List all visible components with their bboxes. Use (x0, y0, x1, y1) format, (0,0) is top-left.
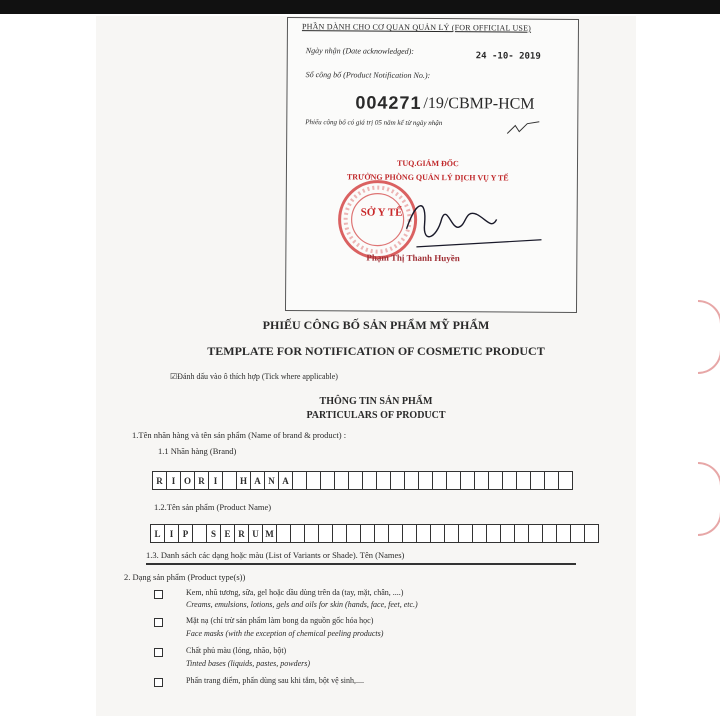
initial-signature (505, 120, 541, 138)
character-box[interactable] (192, 524, 206, 543)
type-2-en: Face masks (with the exception of chemical peeling products) (186, 629, 384, 638)
checkbox-creams[interactable] (154, 590, 163, 599)
character-box[interactable] (290, 524, 304, 543)
edge-seal-fragment-bottom (698, 462, 720, 536)
checkbox-makeup-powders[interactable] (154, 678, 163, 687)
character-box[interactable] (544, 471, 558, 490)
character-box[interactable]: I (164, 524, 178, 543)
edge-seal-fragment-top (698, 300, 720, 374)
official-use-box (285, 17, 579, 313)
handwritten-signature (396, 189, 546, 260)
notification-number: 004271 (355, 92, 422, 113)
character-box[interactable] (332, 524, 346, 543)
character-box[interactable] (502, 471, 516, 490)
type-3-vi: Chất phủ màu (lỏng, nhão, bột) (186, 646, 287, 655)
checkbox-tinted-bases[interactable] (154, 648, 163, 657)
character-box[interactable] (500, 524, 514, 543)
document-page (96, 16, 636, 716)
character-box[interactable] (530, 471, 544, 490)
character-box[interactable] (276, 524, 290, 543)
character-box[interactable] (390, 471, 404, 490)
character-box[interactable] (404, 471, 418, 490)
character-box[interactable] (360, 524, 374, 543)
section-title-english: PARTICULARS OF PRODUCT (306, 410, 446, 421)
signer-title: TUQ.GIÁM ĐỐC (396, 158, 459, 169)
product-name-character-boxes (150, 524, 599, 543)
brand-character-boxes (152, 471, 573, 490)
tick-instruction: ☑Đánh dấu vào ô thích hợp (Tick where applicable) (170, 372, 338, 381)
brand-label: 1.1 Nhãn hàng (Brand) (158, 446, 237, 456)
seal-label: SỞ Y TẾ (360, 206, 403, 219)
character-box[interactable] (460, 471, 474, 490)
character-box[interactable]: I (208, 471, 222, 490)
character-box[interactable] (374, 524, 388, 543)
character-box[interactable] (488, 471, 502, 490)
character-box[interactable] (584, 524, 599, 543)
signer-name: Phạm Thị Thanh Huyền (366, 252, 460, 264)
character-box[interactable] (432, 471, 446, 490)
character-box[interactable]: E (220, 524, 234, 543)
character-box[interactable] (346, 524, 360, 543)
notification-number-label: Số công bố (Product Notification No.): (305, 70, 431, 80)
form-title-english: TEMPLATE FOR NOTIFICATION OF COSMETIC PRODUCT (207, 344, 545, 358)
question-1-label: 1.Tên nhãn hàng và tên sản phẩm (Name of brand & product) : (132, 430, 347, 440)
official-use-header: PHẦN DÀNH CHO CƠ QUAN QUẢN LÝ (FOR OFFICIAL USE) (301, 22, 532, 33)
form-title-vietnamese: PHIẾU CÔNG BỐ SẢN PHẨM MỸ PHẨM (262, 318, 490, 332)
character-box[interactable]: R (234, 524, 248, 543)
character-box[interactable] (402, 524, 416, 543)
character-box[interactable] (292, 471, 306, 490)
character-box[interactable] (472, 524, 486, 543)
character-box[interactable] (418, 471, 432, 490)
date-acknowledged-value: 24 -10- 2019 (475, 51, 541, 62)
character-box[interactable] (320, 471, 334, 490)
character-box[interactable]: N (264, 471, 278, 490)
date-acknowledged-label: Ngày nhận (Date acknowledged): (305, 46, 415, 56)
character-box[interactable]: A (278, 471, 292, 490)
character-box[interactable] (570, 524, 584, 543)
character-box[interactable] (486, 524, 500, 543)
product-name-label: 1.2.Tên sản phẩm (Product Name) (154, 502, 272, 512)
character-box[interactable] (318, 524, 332, 543)
checkbox-face-masks[interactable] (154, 618, 163, 627)
type-1-vi: Kem, nhũ tương, sữa, gel hoặc dầu dùng trên da (tay, mặt, chân, ....) (186, 588, 404, 597)
variants-underline (146, 563, 576, 565)
character-box[interactable] (430, 524, 444, 543)
question-2-label: 2. Dạng sản phẩm (Product type(s)) (124, 572, 246, 582)
character-box[interactable]: P (178, 524, 192, 543)
section-title-vietnamese: THÔNG TIN SẢN PHẨM (319, 396, 433, 407)
character-box[interactable]: O (180, 471, 194, 490)
validity-note: Phiếu công bố có giá trị 05 năm kể từ ngày nhận (305, 118, 443, 128)
character-box[interactable] (376, 471, 390, 490)
character-box[interactable] (542, 524, 556, 543)
character-box[interactable]: S (206, 524, 220, 543)
character-box[interactable] (416, 524, 430, 543)
character-box[interactable]: A (250, 471, 264, 490)
top-black-bar (0, 0, 720, 14)
character-box[interactable] (334, 471, 348, 490)
character-box[interactable] (222, 471, 236, 490)
character-box[interactable] (514, 524, 528, 543)
character-box[interactable]: R (152, 471, 166, 490)
signer-department: TRƯỞNG PHÒNG QUẢN LÝ DỊCH VỤ Y TẾ (346, 172, 509, 183)
character-box[interactable] (348, 471, 362, 490)
character-box[interactable]: R (194, 471, 208, 490)
character-box[interactable]: L (150, 524, 164, 543)
notification-suffix: /19/CBMP-HCM (423, 94, 535, 113)
character-box[interactable] (304, 524, 318, 543)
character-box[interactable] (458, 524, 472, 543)
character-box[interactable] (558, 471, 573, 490)
character-box[interactable]: U (248, 524, 262, 543)
type-2-vi: Mặt nạ (chỉ trừ sản phẩm làm bong da nguồn gốc hóa học) (186, 616, 374, 625)
type-3-en: Tinted bases (liquids, pastes, powders) (186, 659, 311, 668)
character-box[interactable] (528, 524, 542, 543)
character-box[interactable] (516, 471, 530, 490)
character-box[interactable] (388, 524, 402, 543)
character-box[interactable] (474, 471, 488, 490)
character-box[interactable] (306, 471, 320, 490)
type-4-vi: Phấn trang điểm, phấn dùng sau khi tắm, bột vệ sinh,.... (186, 676, 364, 685)
character-box[interactable] (444, 524, 458, 543)
type-1-en: Creams, emulsions, lotions, gels and oils for skin (hands, face, feet, etc.) (186, 600, 418, 609)
character-box[interactable] (362, 471, 376, 490)
character-box[interactable]: M (262, 524, 276, 543)
character-box[interactable] (446, 471, 460, 490)
character-box[interactable] (556, 524, 570, 543)
character-box[interactable]: I (166, 471, 180, 490)
variants-label: 1.3. Danh sách các dạng hoặc màu (List of Variants or Shade). Tên (Names) (146, 550, 405, 560)
character-box[interactable]: H (236, 471, 250, 490)
